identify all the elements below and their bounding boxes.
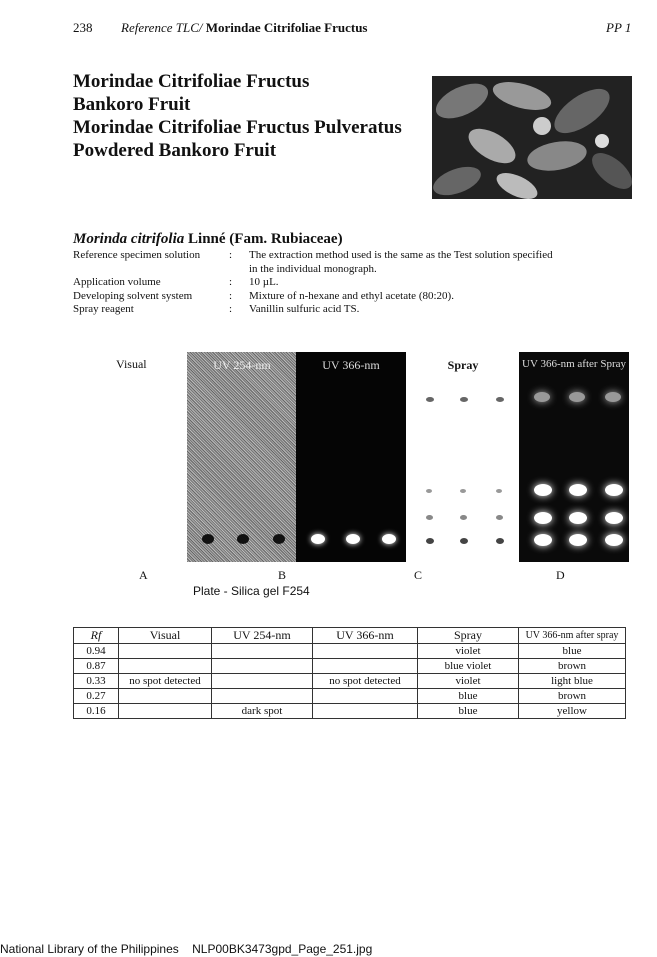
cell: light blue: [519, 674, 626, 689]
title-line: Powdered Bankoro Fruit: [73, 140, 277, 161]
spot: [426, 538, 434, 544]
plant-photo: [432, 76, 632, 199]
cell: [212, 689, 313, 704]
info-label: Spray reagent: [73, 303, 134, 315]
info-value: in the individual monograph.: [249, 262, 377, 275]
plate-spray: [408, 352, 518, 562]
spot: [496, 515, 503, 520]
cell: brown: [519, 659, 626, 674]
method-info: [73, 249, 633, 317]
spot: [496, 397, 504, 402]
cell-rf: 0.94: [74, 644, 119, 659]
table-row: [74, 659, 626, 674]
info-row: Spray reagent : Vanillin sulfuric acid TS.: [73, 303, 633, 317]
cell: [212, 644, 313, 659]
info-label: [73, 263, 229, 277]
header-separator: /: [198, 20, 203, 35]
cell: brown: [519, 689, 626, 704]
col-header: UV 366-nm: [313, 628, 418, 644]
info-row: Reference specimen solution : The extraction method used is the same as the Test solution specified: [73, 249, 633, 263]
spot: [273, 534, 285, 544]
title-line: Bankoro Fruit: [73, 94, 191, 115]
plate-uv254: [187, 352, 297, 562]
info-value: Vanillin sulfuric acid TS.: [249, 303, 360, 315]
table-row: [74, 674, 626, 689]
cell: [313, 659, 418, 674]
rf-table: [73, 627, 626, 719]
uv366-label: UV 366-nm: [322, 358, 380, 372]
table-row: [74, 704, 626, 719]
col-header: UV 254-nm: [212, 628, 313, 644]
spot: [496, 538, 504, 544]
plate-uv366: [296, 352, 406, 562]
plate-uv366-after-spray: [519, 352, 629, 562]
header-section: Reference TLC: [121, 20, 199, 35]
visual-label: Visual: [116, 357, 147, 371]
footer: [0, 942, 372, 956]
info-row: Developing solvent system : Mixture of n-hexane and ethyl acetate (80:20).: [73, 290, 633, 304]
col-header: Rf: [74, 628, 119, 644]
info-value: Mixture of n-hexane and ethyl acetate (80:20).: [249, 289, 454, 302]
header-code: PP 1: [606, 20, 632, 35]
page-number: 238: [73, 20, 93, 35]
info-label: Application volume: [73, 276, 161, 288]
cell: no spot detected: [313, 674, 418, 689]
table-row: [74, 689, 626, 704]
footer-library: National Library of the Philippines: [0, 942, 179, 956]
title-line: Morindae Citrifoliae Fructus Pulveratus: [73, 117, 402, 138]
spot: [569, 392, 585, 402]
spot: [569, 534, 587, 546]
spot: [311, 534, 325, 544]
species-heading: [73, 231, 343, 248]
col-header: Spray: [418, 628, 519, 644]
running-header: [121, 20, 368, 36]
cell: [212, 659, 313, 674]
uv366-after-spray-label: UV 366-nm after Spray: [522, 358, 626, 370]
spot: [382, 534, 396, 544]
cell: yellow: [519, 704, 626, 719]
spot: [534, 534, 552, 546]
spot: [460, 538, 468, 544]
spot: [237, 534, 249, 544]
spot: [605, 392, 621, 402]
col-header: Visual: [119, 628, 212, 644]
spot: [605, 512, 623, 524]
spot: [426, 515, 433, 520]
spot: [605, 534, 623, 546]
cell-rf: 0.27: [74, 689, 119, 704]
cell: [313, 704, 418, 719]
plate-letter-d: D: [556, 568, 565, 582]
cell: [119, 704, 212, 719]
spot: [534, 512, 552, 524]
info-label: Developing solvent system: [73, 289, 193, 302]
spot: [202, 534, 214, 544]
cell: no spot detected: [119, 674, 212, 689]
spray-label: Spray: [447, 358, 479, 372]
cell-rf: 0.33: [74, 674, 119, 689]
cell: [119, 659, 212, 674]
plate-letter-c: C: [414, 568, 423, 582]
spot: [605, 484, 623, 496]
info-row: Application volume : 10 µL.: [73, 276, 633, 290]
spot: [460, 489, 466, 493]
footer-file: NLP00BK3473gpd_Page_251.jpg: [192, 942, 373, 956]
cell: [313, 689, 418, 704]
spot: [460, 397, 468, 402]
uv254-label: UV 254-nm: [213, 358, 271, 372]
cell: blue: [418, 704, 519, 719]
spot: [534, 392, 550, 402]
monograph-titles: [73, 70, 402, 162]
spot: [426, 489, 432, 493]
plate-letter-a: A: [139, 568, 148, 582]
species-author: Linné (Fam. Rubiaceae): [188, 231, 343, 247]
table-row: [74, 644, 626, 659]
cell: dark spot: [212, 704, 313, 719]
spot: [569, 512, 587, 524]
cell-rf: 0.16: [74, 704, 119, 719]
cell-rf: 0.87: [74, 659, 119, 674]
cell: violet: [418, 674, 519, 689]
species-name: Morinda citrifolia: [73, 231, 185, 247]
plate-letter-b: B: [278, 568, 287, 582]
spot: [569, 484, 587, 496]
spot: [534, 484, 552, 496]
spot: [346, 534, 360, 544]
title-line: Morindae Citrifoliae Fructus: [73, 71, 310, 92]
info-value: 10 µL.: [249, 276, 279, 288]
cell: [212, 674, 313, 689]
cell: [119, 689, 212, 704]
spot: [460, 515, 467, 520]
header-monograph-title: Morindae Citrifoliae Fructus: [205, 20, 368, 35]
cell: [119, 644, 212, 659]
info-label: Reference specimen solution: [73, 249, 201, 261]
cell: violet: [418, 644, 519, 659]
leaf-texture-image: [432, 76, 632, 199]
cell: blue: [519, 644, 626, 659]
col-header: UV 366-nm after spray: [519, 628, 626, 644]
cell: blue: [418, 689, 519, 704]
info-value: The extraction method used is the same as the Test solution specified: [249, 249, 553, 261]
spot: [426, 397, 434, 402]
info-row: [73, 263, 633, 277]
table-header-row: [74, 628, 626, 644]
plate-caption: Plate - Silica gel F254: [193, 584, 310, 598]
cell: [313, 644, 418, 659]
spot: [496, 489, 502, 493]
cell: blue violet: [418, 659, 519, 674]
